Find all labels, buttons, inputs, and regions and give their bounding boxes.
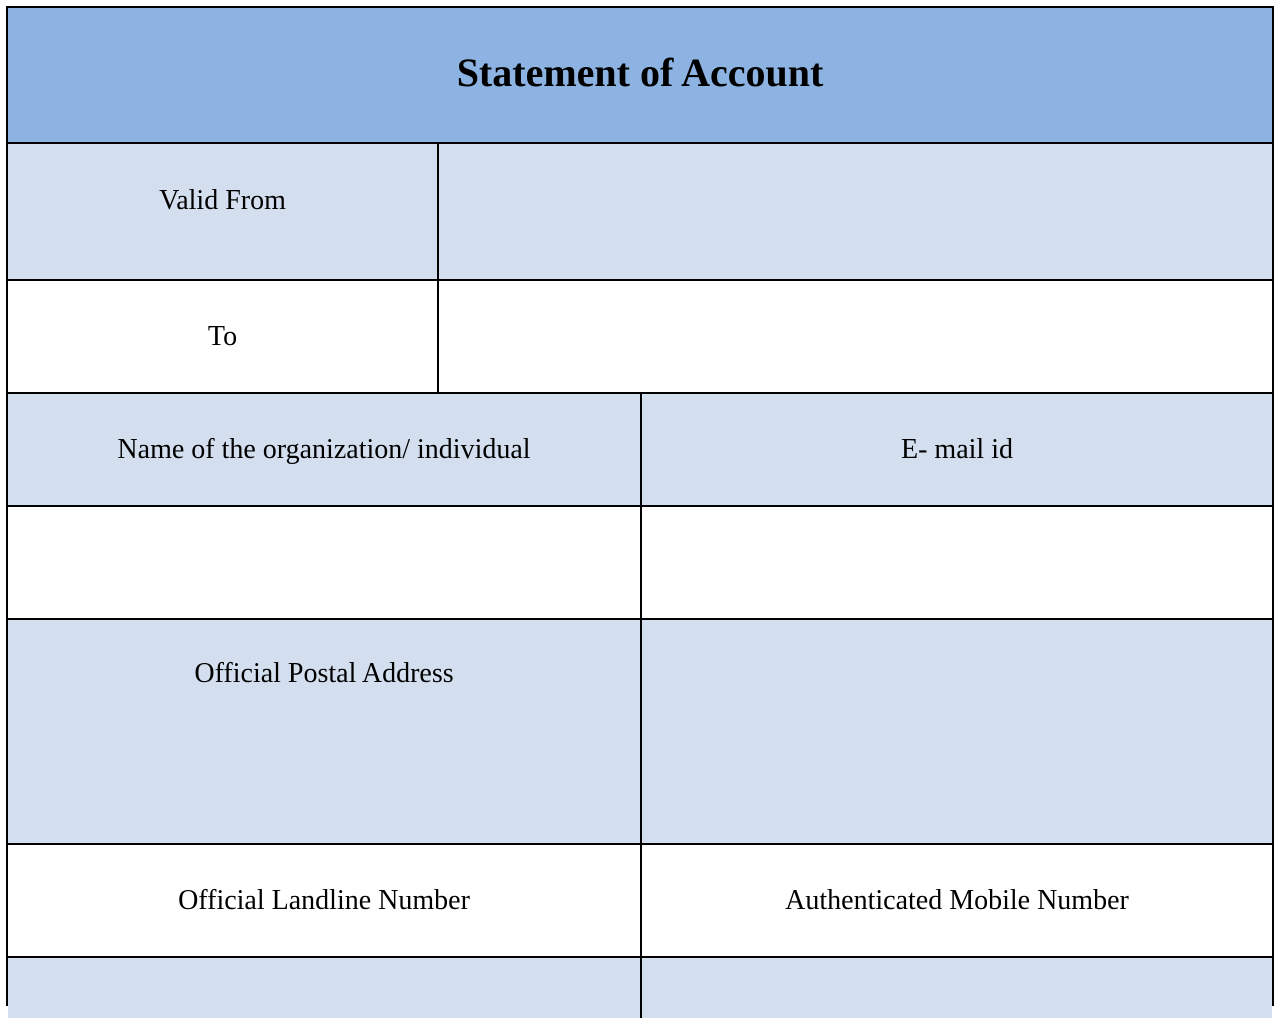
email-label-cell	[642, 394, 1272, 505]
valid-from-label: Valid From	[159, 184, 286, 216]
name-email-header-row	[8, 394, 1272, 507]
valid-from-label-cell	[8, 144, 439, 279]
to-label: To	[207, 320, 238, 352]
email-field[interactable]	[642, 507, 1272, 618]
form-title-cell	[8, 8, 1272, 142]
address-row	[8, 620, 1272, 845]
name-label-cell	[8, 394, 642, 505]
name-field[interactable]	[8, 507, 642, 618]
statement-of-account-form	[6, 6, 1274, 1006]
landline-label-cell	[8, 845, 642, 956]
to-label-cell	[8, 281, 439, 392]
phone-header-row	[8, 845, 1272, 958]
to-row	[8, 281, 1272, 394]
address-label: Official Postal Address	[194, 658, 454, 689]
name-label: Name of the organization/ individual	[117, 433, 531, 465]
address-label-cell	[8, 620, 642, 843]
form-header	[8, 8, 1272, 144]
valid-from-row	[8, 144, 1272, 281]
mobile-label-cell	[642, 845, 1272, 956]
email-label: E- mail id	[901, 433, 1013, 465]
name-email-input-row	[8, 507, 1272, 620]
mobile-field[interactable]	[642, 958, 1272, 1018]
mobile-label: Authenticated Mobile Number	[785, 884, 1129, 916]
address-field[interactable]	[642, 620, 1272, 843]
to-field[interactable]	[439, 281, 1272, 392]
form-title: Statement of Account	[456, 49, 824, 95]
landline-label: Official Landline Number	[178, 884, 470, 916]
valid-from-field[interactable]	[439, 144, 1272, 279]
phone-input-row	[8, 958, 1272, 1018]
landline-field[interactable]	[8, 958, 642, 1018]
